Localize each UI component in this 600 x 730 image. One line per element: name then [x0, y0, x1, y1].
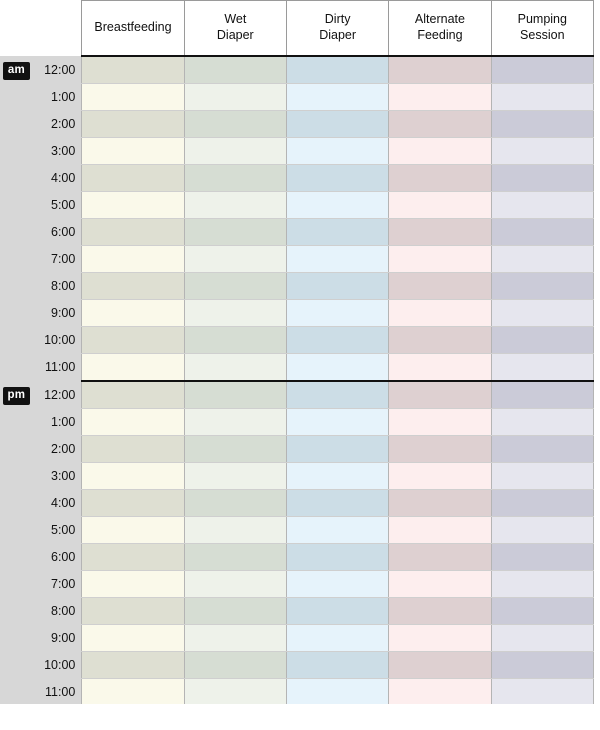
cell-wet-diaper[interactable] — [184, 381, 286, 409]
table-row — [0, 517, 594, 544]
cell-dirty-diaper[interactable] — [286, 327, 388, 354]
cell-alternate-feeding[interactable] — [389, 436, 491, 463]
period-spacer-cell — [0, 436, 33, 463]
cell-breastfeeding[interactable] — [82, 517, 184, 544]
cell-alternate-feeding[interactable] — [389, 354, 491, 382]
cell-pumping-session[interactable] — [491, 517, 593, 544]
period-spacer-cell — [0, 544, 33, 571]
period-spacer-cell — [0, 490, 33, 517]
time-label: 2:00 — [33, 111, 82, 138]
period-spacer-cell — [0, 246, 33, 273]
table-row — [0, 56, 594, 84]
cell-pumping-session[interactable] — [491, 354, 593, 382]
time-label: 11:00 — [33, 679, 82, 706]
table-row — [0, 381, 594, 409]
cell-wet-diaper[interactable] — [184, 219, 286, 246]
cell-alternate-feeding[interactable] — [389, 56, 491, 84]
cell-alternate-feeding[interactable] — [389, 273, 491, 300]
cell-wet-diaper[interactable] — [184, 517, 286, 544]
column-header-pumping-session — [491, 1, 593, 57]
cell-dirty-diaper[interactable] — [286, 679, 388, 706]
cell-breastfeeding[interactable] — [82, 138, 184, 165]
time-label: 7:00 — [33, 571, 82, 598]
table-row — [0, 544, 594, 571]
column-header-dirty-diaper — [286, 1, 388, 57]
table-row — [0, 571, 594, 598]
time-label: 1:00 — [33, 409, 82, 436]
table-body — [0, 56, 594, 706]
period-spacer-cell — [0, 165, 33, 192]
period-spacer-cell — [0, 598, 33, 625]
column-header-line: Alternate — [414, 12, 465, 27]
time-label: 10:00 — [33, 652, 82, 679]
cell-dirty-diaper[interactable] — [286, 246, 388, 273]
time-label: 9:00 — [33, 625, 82, 652]
cell-breastfeeding[interactable] — [82, 679, 184, 706]
cell-dirty-diaper[interactable] — [286, 192, 388, 219]
cell-dirty-diaper[interactable] — [286, 544, 388, 571]
cell-alternate-feeding[interactable] — [389, 381, 491, 409]
cell-breastfeeding[interactable] — [82, 381, 184, 409]
cell-pumping-session[interactable] — [491, 625, 593, 652]
cell-pumping-session[interactable] — [491, 436, 593, 463]
period-spacer-cell — [0, 409, 33, 436]
cell-pumping-session[interactable] — [491, 56, 593, 84]
cell-dirty-diaper[interactable] — [286, 84, 388, 111]
table-row — [0, 490, 594, 517]
period-badge: am — [3, 62, 30, 80]
column-header-line: Session — [520, 28, 565, 42]
cell-wet-diaper[interactable] — [184, 625, 286, 652]
period-spacer-cell — [0, 517, 33, 544]
cell-alternate-feeding[interactable] — [389, 517, 491, 544]
period-badge-cell — [0, 56, 33, 84]
cell-breastfeeding[interactable] — [82, 544, 184, 571]
header-corner — [0, 1, 82, 57]
period-badge-cell — [0, 381, 33, 409]
time-label: 5:00 — [33, 517, 82, 544]
cell-dirty-diaper[interactable] — [286, 409, 388, 436]
column-header-line: Diaper — [319, 28, 357, 42]
cell-wet-diaper[interactable] — [184, 84, 286, 111]
cell-wet-diaper[interactable] — [184, 544, 286, 571]
time-label: 9:00 — [33, 300, 82, 327]
cell-breastfeeding[interactable] — [82, 273, 184, 300]
cell-breastfeeding[interactable] — [82, 436, 184, 463]
cell-dirty-diaper[interactable] — [286, 381, 388, 409]
cell-wet-diaper[interactable] — [184, 409, 286, 436]
time-label: 11:00 — [33, 354, 82, 382]
period-spacer-cell — [0, 625, 33, 652]
cell-alternate-feeding[interactable] — [389, 625, 491, 652]
time-label: 6:00 — [33, 544, 82, 571]
time-label: 8:00 — [33, 273, 82, 300]
cell-wet-diaper[interactable] — [184, 246, 286, 273]
time-label: 6:00 — [33, 219, 82, 246]
cell-dirty-diaper[interactable] — [286, 436, 388, 463]
cell-dirty-diaper[interactable] — [286, 138, 388, 165]
cell-alternate-feeding[interactable] — [389, 300, 491, 327]
cell-wet-diaper[interactable] — [184, 327, 286, 354]
cell-breastfeeding[interactable] — [82, 409, 184, 436]
period-spacer-cell — [0, 354, 33, 382]
cell-pumping-session[interactable] — [491, 571, 593, 598]
time-label: 12:00 — [33, 56, 82, 84]
cell-pumping-session[interactable] — [491, 598, 593, 625]
cell-breastfeeding[interactable] — [82, 192, 184, 219]
time-label: 2:00 — [33, 436, 82, 463]
cell-breastfeeding[interactable] — [82, 56, 184, 84]
cell-alternate-feeding[interactable] — [389, 544, 491, 571]
cell-alternate-feeding[interactable] — [389, 165, 491, 192]
column-header-line: Breastfeeding — [94, 20, 172, 35]
cell-breastfeeding[interactable] — [82, 165, 184, 192]
time-label: 3:00 — [33, 138, 82, 165]
cell-dirty-diaper[interactable] — [286, 571, 388, 598]
cell-pumping-session[interactable] — [491, 463, 593, 490]
period-spacer-cell — [0, 571, 33, 598]
cell-pumping-session[interactable] — [491, 219, 593, 246]
period-badge: pm — [3, 387, 31, 405]
cell-breastfeeding[interactable] — [82, 327, 184, 354]
cell-alternate-feeding[interactable] — [389, 138, 491, 165]
cell-wet-diaper[interactable] — [184, 490, 286, 517]
cell-dirty-diaper[interactable] — [286, 56, 388, 84]
column-header-line: Diaper — [216, 28, 254, 42]
cell-alternate-feeding[interactable] — [389, 111, 491, 138]
cell-pumping-session[interactable] — [491, 300, 593, 327]
column-header-line: Wet — [224, 12, 247, 27]
cell-dirty-diaper[interactable] — [286, 625, 388, 652]
cell-alternate-feeding[interactable] — [389, 327, 491, 354]
column-header-line: Feeding — [417, 28, 463, 42]
cell-pumping-session[interactable] — [491, 381, 593, 409]
table-row — [0, 300, 594, 327]
cell-dirty-diaper[interactable] — [286, 354, 388, 382]
column-header-line: Pumping — [517, 12, 567, 27]
cell-pumping-session[interactable] — [491, 679, 593, 706]
cell-wet-diaper[interactable] — [184, 300, 286, 327]
time-label: 3:00 — [33, 463, 82, 490]
cell-alternate-feeding[interactable] — [389, 246, 491, 273]
cell-alternate-feeding[interactable] — [389, 463, 491, 490]
time-label: 10:00 — [33, 327, 82, 354]
cell-breastfeeding[interactable] — [82, 111, 184, 138]
table-row — [0, 246, 594, 273]
period-spacer-cell — [0, 111, 33, 138]
table-row — [0, 219, 594, 246]
cell-wet-diaper[interactable] — [184, 354, 286, 382]
table-row — [0, 436, 594, 463]
period-spacer-cell — [0, 138, 33, 165]
cell-alternate-feeding[interactable] — [389, 571, 491, 598]
cell-pumping-session[interactable] — [491, 111, 593, 138]
cell-dirty-diaper[interactable] — [286, 111, 388, 138]
cell-wet-diaper[interactable] — [184, 463, 286, 490]
cell-pumping-session[interactable] — [491, 273, 593, 300]
period-spacer-cell — [0, 327, 33, 354]
cell-alternate-feeding[interactable] — [389, 192, 491, 219]
cell-breastfeeding[interactable] — [82, 300, 184, 327]
cell-wet-diaper[interactable] — [184, 192, 286, 219]
cell-dirty-diaper[interactable] — [286, 490, 388, 517]
cell-alternate-feeding[interactable] — [389, 490, 491, 517]
cell-dirty-diaper[interactable] — [286, 273, 388, 300]
cell-dirty-diaper[interactable] — [286, 165, 388, 192]
cell-wet-diaper[interactable] — [184, 56, 286, 84]
cell-dirty-diaper[interactable] — [286, 300, 388, 327]
period-spacer-cell — [0, 192, 33, 219]
cell-wet-diaper[interactable] — [184, 679, 286, 706]
period-spacer-cell — [0, 652, 33, 679]
table-row — [0, 111, 594, 138]
cell-wet-diaper[interactable] — [184, 165, 286, 192]
cell-breastfeeding[interactable] — [82, 219, 184, 246]
time-label: 4:00 — [33, 490, 82, 517]
cell-breastfeeding[interactable] — [82, 246, 184, 273]
period-spacer-cell — [0, 84, 33, 111]
cell-dirty-diaper[interactable] — [286, 517, 388, 544]
period-spacer-cell — [0, 300, 33, 327]
column-header-breastfeeding — [82, 1, 184, 57]
cell-pumping-session[interactable] — [491, 652, 593, 679]
cell-dirty-diaper[interactable] — [286, 463, 388, 490]
period-spacer-cell — [0, 273, 33, 300]
table-row — [0, 409, 594, 436]
cell-wet-diaper[interactable] — [184, 598, 286, 625]
cell-wet-diaper[interactable] — [184, 436, 286, 463]
cell-breastfeeding[interactable] — [82, 354, 184, 382]
cell-dirty-diaper[interactable] — [286, 598, 388, 625]
cell-wet-diaper[interactable] — [184, 571, 286, 598]
cell-alternate-feeding[interactable] — [389, 409, 491, 436]
cell-alternate-feeding[interactable] — [389, 219, 491, 246]
cell-wet-diaper[interactable] — [184, 273, 286, 300]
cell-breastfeeding[interactable] — [82, 463, 184, 490]
header-row — [0, 1, 594, 57]
table-row — [0, 354, 594, 382]
cell-wet-diaper[interactable] — [184, 652, 286, 679]
table-row — [0, 652, 594, 679]
cell-pumping-session[interactable] — [491, 84, 593, 111]
cell-pumping-session[interactable] — [491, 192, 593, 219]
cell-pumping-session[interactable] — [491, 544, 593, 571]
cell-wet-diaper[interactable] — [184, 111, 286, 138]
table-row — [0, 192, 594, 219]
time-label: 8:00 — [33, 598, 82, 625]
cell-pumping-session[interactable] — [491, 246, 593, 273]
cell-pumping-session[interactable] — [491, 490, 593, 517]
table-row — [0, 138, 594, 165]
cell-pumping-session[interactable] — [491, 165, 593, 192]
table-row — [0, 273, 594, 300]
table-row — [0, 463, 594, 490]
column-header-alternate-feeding — [389, 1, 491, 57]
column-header-line: Dirty — [324, 12, 351, 27]
cell-dirty-diaper[interactable] — [286, 219, 388, 246]
period-spacer-cell — [0, 219, 33, 246]
bottom-strip — [0, 704, 600, 730]
table-row — [0, 327, 594, 354]
time-label: 1:00 — [33, 84, 82, 111]
cell-alternate-feeding[interactable] — [389, 652, 491, 679]
cell-wet-diaper[interactable] — [184, 138, 286, 165]
cell-breastfeeding[interactable] — [82, 490, 184, 517]
cell-breastfeeding[interactable] — [82, 652, 184, 679]
time-label: 5:00 — [33, 192, 82, 219]
time-label: 12:00 — [33, 381, 82, 409]
cell-breastfeeding[interactable] — [82, 598, 184, 625]
table-row — [0, 165, 594, 192]
period-spacer-cell — [0, 679, 33, 706]
time-label: 7:00 — [33, 246, 82, 273]
cell-alternate-feeding[interactable] — [389, 84, 491, 111]
period-spacer-cell — [0, 463, 33, 490]
cell-breastfeeding[interactable] — [82, 84, 184, 111]
time-label: 4:00 — [33, 165, 82, 192]
cell-pumping-session[interactable] — [491, 138, 593, 165]
table-header — [0, 1, 594, 57]
table-row — [0, 598, 594, 625]
cell-alternate-feeding[interactable] — [389, 679, 491, 706]
cell-breastfeeding[interactable] — [82, 571, 184, 598]
table-row — [0, 679, 594, 706]
cell-alternate-feeding[interactable] — [389, 598, 491, 625]
table-row — [0, 625, 594, 652]
cell-breastfeeding[interactable] — [82, 625, 184, 652]
table-row — [0, 84, 594, 111]
cell-dirty-diaper[interactable] — [286, 652, 388, 679]
cell-pumping-session[interactable] — [491, 409, 593, 436]
column-header-wet-diaper — [184, 1, 286, 57]
cell-pumping-session[interactable] — [491, 327, 593, 354]
